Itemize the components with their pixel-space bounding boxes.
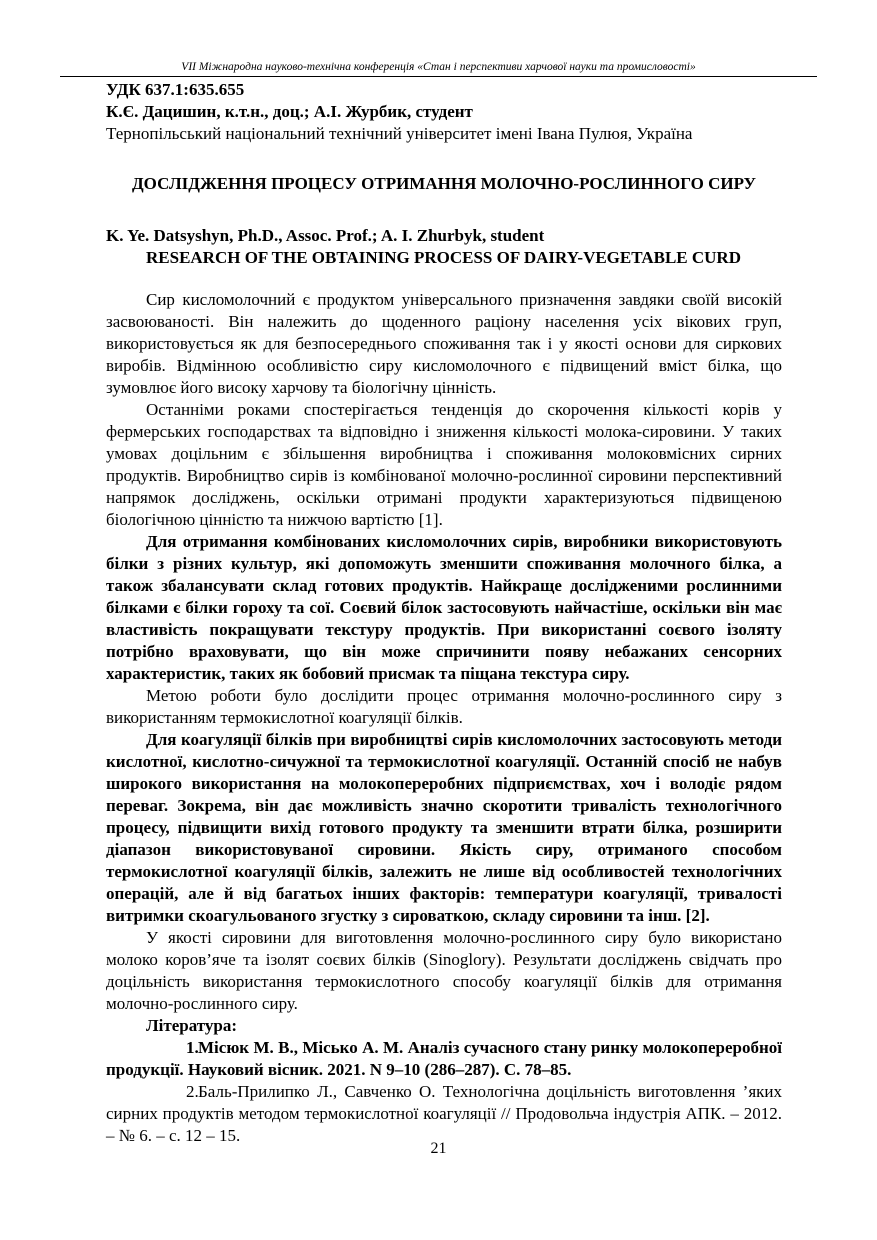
- title-ua: ДОСЛІДЖЕННЯ ПРОЦЕСУ ОТРИМАННЯ МОЛОЧНО-РОСЛИННОГО СИРУ: [131, 174, 757, 193]
- running-header: VII Міжнародна науково-технічна конференція «Стан і перспективи харчової науки та промисловості»: [60, 60, 817, 77]
- literature-heading: Література:: [146, 1016, 238, 1035]
- reference-text: Баль-Прилипко Л., Савченко О. Технологічна доцільність виготовлення ’яких сирних продуктів методом термокислотної коагуляції // Продовольча індустрія АПК. – 2012. – № 6. – с. 12 – 15.: [106, 1082, 782, 1145]
- authors-ua: К.Є. Дацишин, к.т.н., доц.; А.І. Журбик, студент: [106, 102, 473, 121]
- reference-number: 2.: [186, 1082, 199, 1101]
- paragraph-coagulation: Для коагуляції білків при виробництві сирів кисломолочних застосовують методи кислотної, кислотно-сичужної та термокислотної коагуляції. Останній спосіб не набув широкого використання на молокопереробних підприємствах, хоч і володіє рядом переваг. Зокрема, він дає можливість значно скоротити тривалість технологічного процесу, підвищити вихід готового продукту та зменшити втрати білка, розширити діапазон використовуваної сировини. Якість сиру, отриманого способом термокислотної коагуляції білків, залежить не лише від особливостей технологічних операцій, але й від багатьох інших факторів: температури коагуляції, тривалості витримки скоагульованого згустку з сироваткою, складу сировини та інш. [2].: [106, 730, 782, 925]
- article-body: [106, 289, 782, 1147]
- article-content: [106, 79, 782, 1147]
- reference-item: [106, 1037, 782, 1081]
- page-number: 21: [430, 1140, 447, 1157]
- paragraph-trend: Останніми роками спостерігається тенденція до скорочення кількості корів у фермерських господарствах та відповідно і зниження кількості молока-сировини. У таких умовах доцільним є збільшення виробництва і споживання молоковмісних сирних продуктів. Виробництво сирів із комбінованої молочно-рослинної сировини перспективний напрямок досліджень, оскільки отримані продукти характеризуються підвищеною біологічною цінністю та нижчою вартістю [1].: [106, 400, 782, 529]
- title-en: RESEARCH OF THE OBTAINING PROCESS OF DAIRY-VEGETABLE CURD: [146, 248, 741, 267]
- udk-code: УДК 637.1:635.655: [106, 80, 245, 99]
- authors-en: K. Ye. Datsyshyn, Ph.D., Assoc. Prof.; A. I. Zhurbyk, student: [106, 226, 545, 245]
- paragraph-results: У якості сировини для виготовлення молочно-рослинного сиру було використано молоко коров’яче та ізолят соєвих білків (Sinoglory). Результати досліджень свідчать про доцільність використання термокислотного способу коагуляції білків для отримання молочно-рослинного сиру.: [106, 928, 782, 1013]
- reference-number: 1.: [186, 1038, 199, 1057]
- paragraph-aim: Метою роботи було дослідити процес отримання молочно-рослинного сиру з використанням термокислотної коагуляції білків.: [106, 686, 782, 727]
- reference-text: Місюк М. В., Місько А. М. Аналіз сучасного стану ринку молокопереробної продукції. Науковий вісник. 2021. N 9–10 (286–287). С. 78–85.: [106, 1038, 782, 1079]
- reference-item: [106, 1081, 782, 1147]
- paragraph-intro: Сир кисломолочний є продуктом універсального призначення завдяки своїй високій засвоюваності. Він належить до щоденного раціону населення усіх вікових груп, використовується як для безпосереднього споживання так і у якості основи для сиркових виробів. Відмінною особливістю сиру кисломолочного є підвищений вміст білка, що зумовлює його високу харчову та біологічну цінність.: [106, 290, 782, 397]
- paragraph-proteins: Для отримання комбінованих кисломолочних сирів, виробники використовують білки з різних культур, які допоможуть зменшити споживання молочного білка, а також збалансувати склад готових продуктів. Найкраще дослідженими рослинними білками є білки гороху та сої. Соєвий білок застосовують найчастіше, оскільки він має властивість покращувати текстуру продуктів. При використанні соєвого ізоляту потрібно враховувати, що він може спричинити появу небажаних сенсорних характеристик, таких як бобовий присмак та піщана текстура сиру.: [106, 532, 782, 683]
- affiliation: Тернопільський національний технічний університет імені Івана Пулюя, Україна: [106, 124, 693, 143]
